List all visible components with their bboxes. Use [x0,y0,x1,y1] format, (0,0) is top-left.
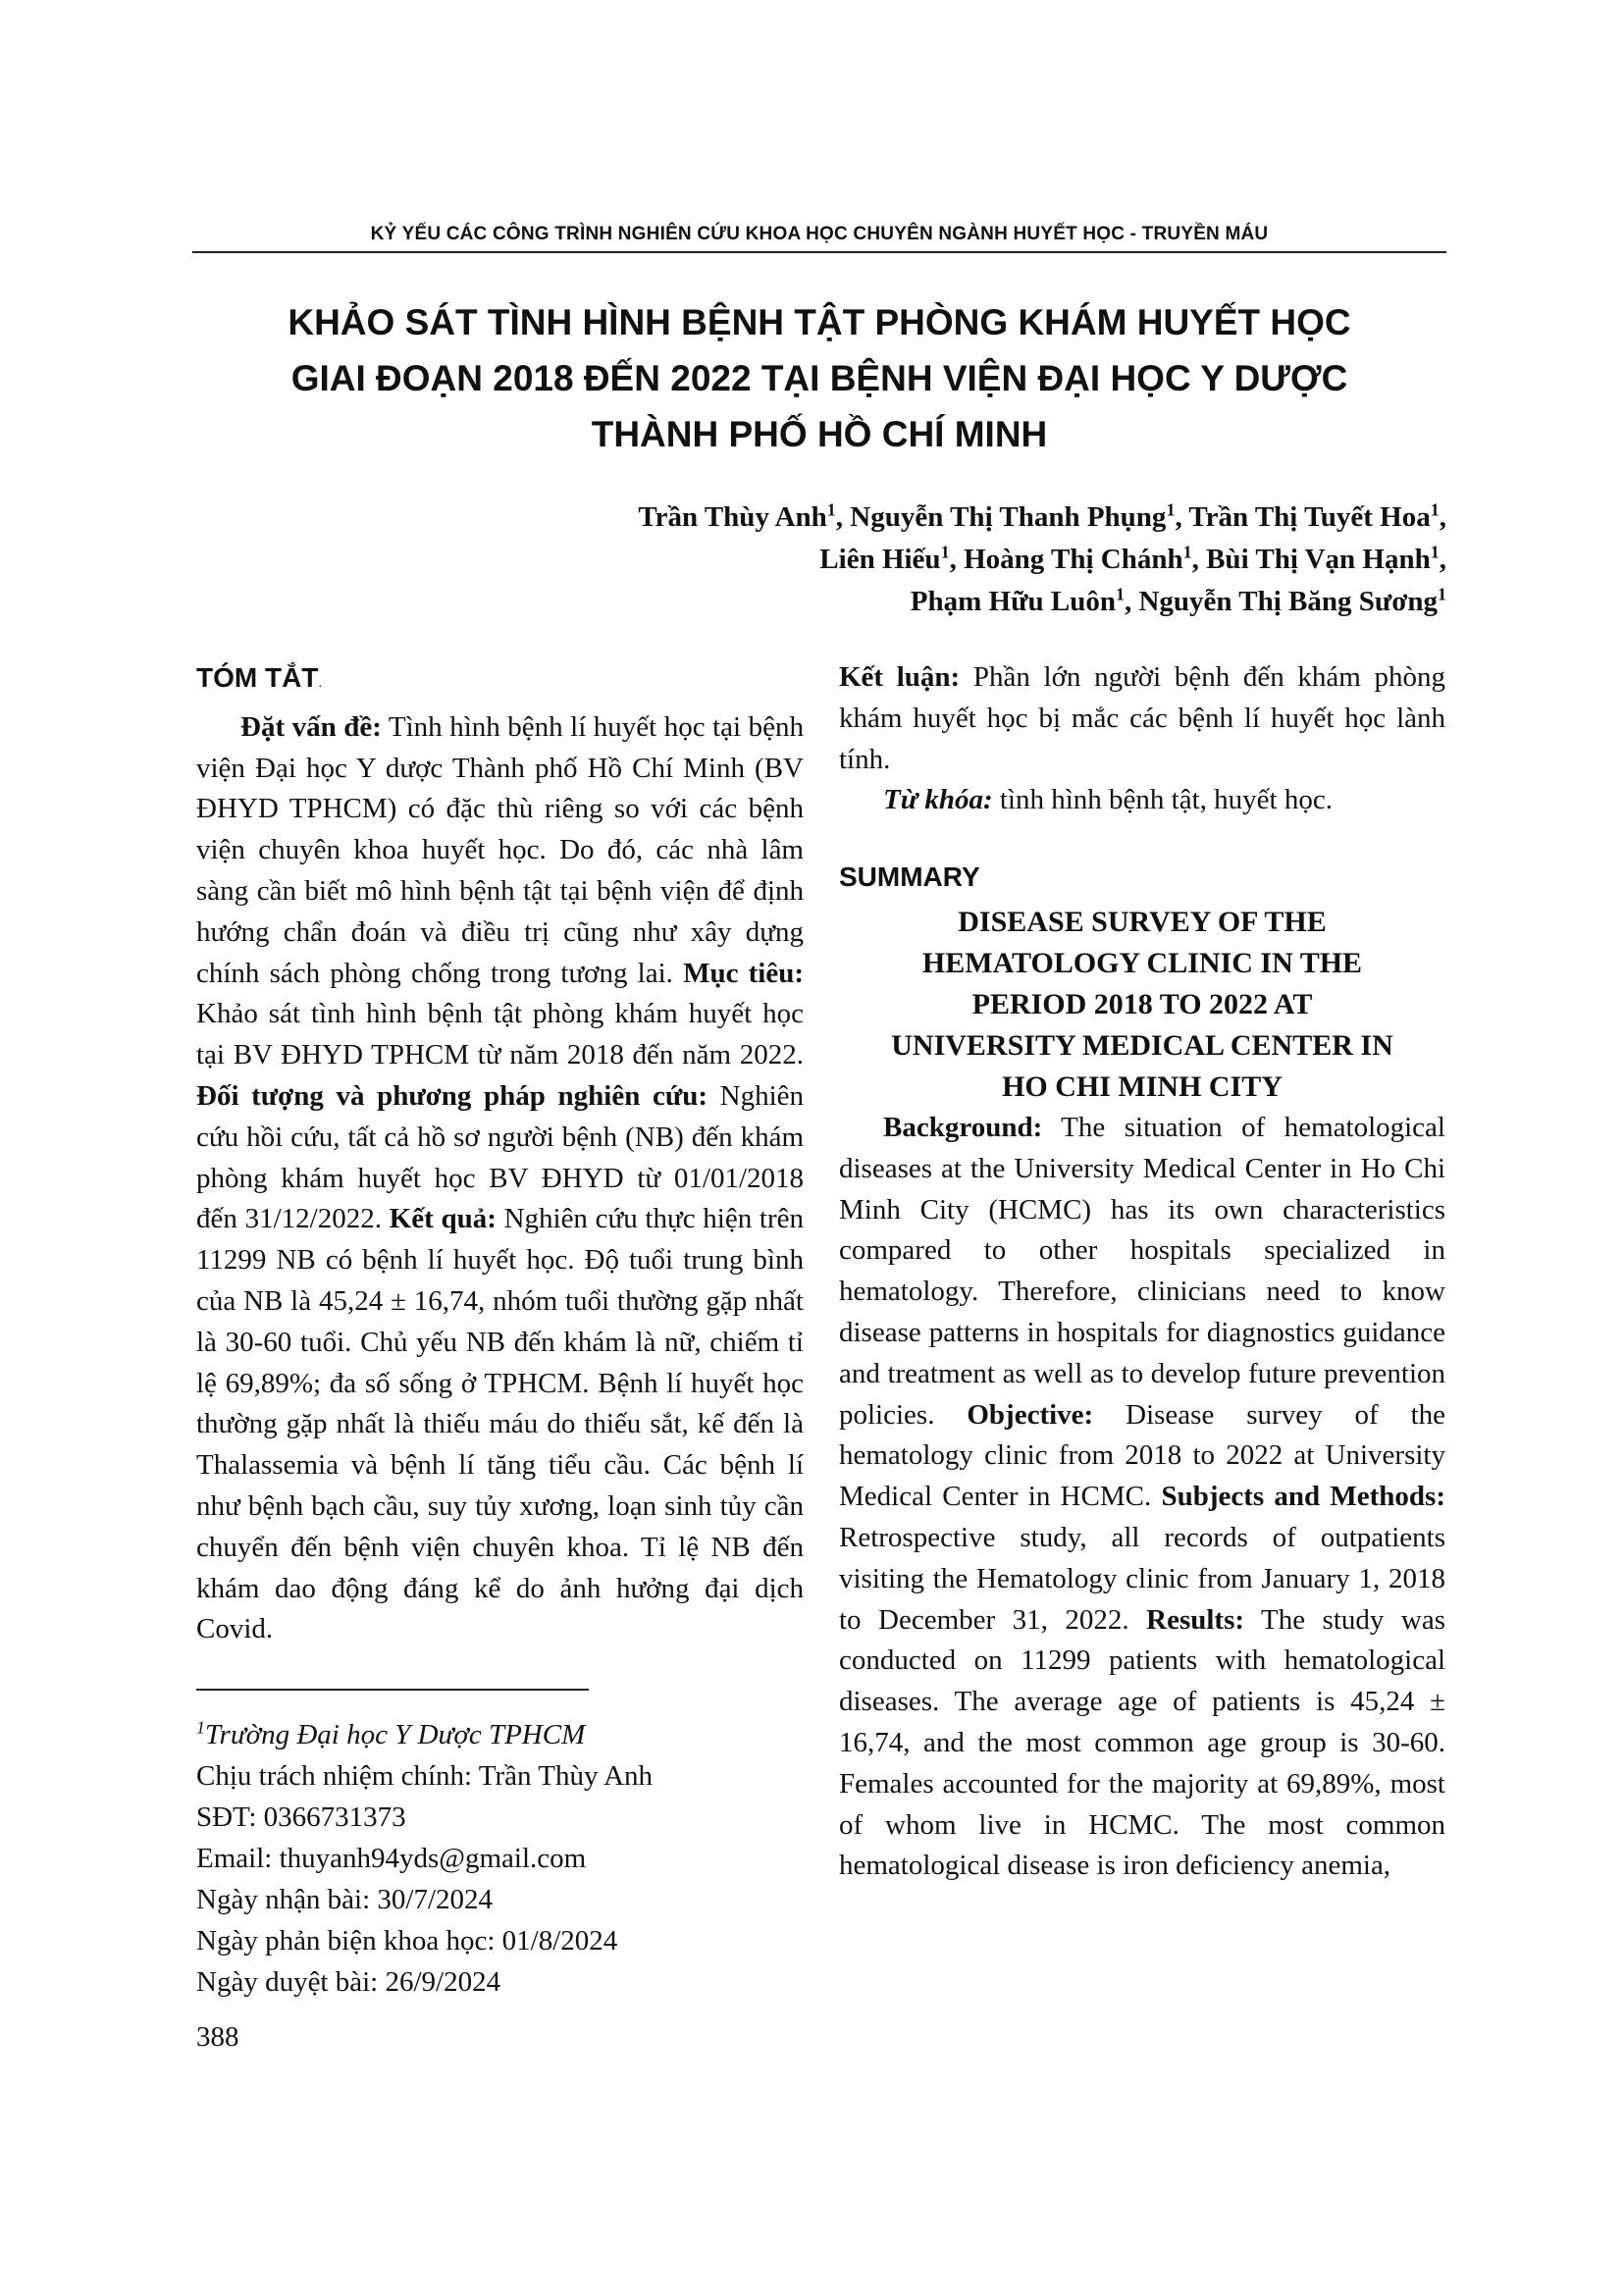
label-objective: Mục tiêu: [683,957,805,989]
footnote-rule [196,1689,589,1691]
author: Liên Hiếu [819,544,941,575]
english-title-line: UNIVERSITY MEDICAL CENTER IN [891,1028,1393,1062]
label-methods: Đối tượng và phương pháp nghiên cứu: [196,1079,708,1112]
affiliation-mark: 1 [1430,542,1440,562]
label-background-en: Background: [883,1111,1043,1143]
footnote-accepted: Ngày duyệt bài: 26/9/2024 [196,1966,501,1998]
label-keywords: Từ khóa: [883,784,993,816]
label-objective-en: Objective: [967,1398,1094,1431]
article-title [192,294,1446,462]
footnote-corresponding: Chịu trách nhiệm chính: Trần Thùy Anh [196,1760,654,1792]
english-title-line: HEMATOLOGY CLINIC IN THE [921,946,1363,979]
footnote-reviewed: Ngày phản biện khoa học: 01/8/2024 [196,1925,618,1957]
affiliation-mark: 1 [1438,584,1446,604]
label-results: Kết quả: [389,1203,497,1235]
author: Bùi Thị Vạn Hạnh [1206,544,1431,575]
author: Hoàng Thị Chánh [964,544,1183,575]
author: Phạm Hữu Luôn [910,586,1116,617]
title-line: THÀNH PHỐ HỒ CHÍ MINH [591,414,1048,454]
vi-abstract-continued: Kết luận: Phần lớn người bệnh đến khám phòng khám huyết học bị mắc các bệnh lí huyết học lành tính. [839,661,1445,775]
footnote-received: Ngày nhận bài: 30/7/2024 [196,1884,494,1915]
author-list [638,496,1446,623]
page-number: 388 [196,2021,239,2053]
affiliation-mark: 1 [826,499,836,520]
title-line: GIAI ĐOẠN 2018 ĐẾN 2022 TẠI BỆNH VIỆN ĐẠI HỌC Y DƯỢC [290,358,1348,398]
affiliation-mark: 1 [940,542,950,562]
affiliation-mark: 1 [1166,499,1176,520]
affiliation-mark: 1 [1430,499,1440,520]
label-results-en: Results: [1146,1603,1245,1636]
author: Nguyễn Thị Thanh Phụng [850,501,1167,533]
affiliation-mark: 1 [1115,584,1125,604]
english-title-line: PERIOD 2018 TO 2022 AT [971,987,1313,1020]
author-line: Phạm Hữu Luôn$^1$, Nguyễn Thị Băng Sương$^1$ [910,584,1446,617]
footnote [196,1714,653,2003]
author-line: Trần Thùy Anh$^1$, Nguyễn Thị Thanh Phụng$^1$, Trần Thị Tuyết Hoa$^1$, [638,499,1446,533]
vi-keywords: Từ khóa: tình hình bệnh tật, huyết học. [883,784,1333,816]
affiliation-mark: 1 [1182,542,1192,562]
english-title-line: DISEASE SURVEY OF THE [958,905,1327,938]
footnote-affiliation: $^1$Trường Đại học Y Dược TPHCM [196,1717,586,1750]
right-column [839,657,1445,1887]
running-header: KỶ YẾU CÁC CÔNG TRÌNH NGHIÊN CỨU KHOA HỌC CHUYÊN NGÀNH HUYẾT HỌC - TRUYỀN MÁU [370,224,1269,244]
en-abstract-body: Background: The situation of hematological diseases at the University Medical Center in Ho Chi Minh City (HCMC) has its own characteristics compared to other hospitals specialized in hematology. Therefore, clinicians need to know disease patterns in hospitals for diagnostics guidance and treatment as well as to develop future prevention policies. Objective: Disease survey of the hematology clinic from 2018 to 2022 at University Medical Center in HCMC. Subjects and Methods: Retrospective study, all records of outpatients visiting the Hematology clinic from January 1, 2018 to December 31, 2022. Results: The study was conducted on 11299 patients with hematological diseases. The average age of patients is 45,24 ± 16,74, and the most common age group is 30-60. Females accounted for the majority at 69,89%, most of whom live in HCMC. The most common hematological disease is iron deficiency anemia, [839,1111,1445,1882]
section-heading-summary: SUMMARY [839,861,980,893]
english-title [839,902,1445,1108]
title-line: KHẢO SÁT TÌNH HÌNH BỆNH TẬT PHÒNG KHÁM HUYẾT HỌC [288,302,1351,342]
section-heading-tomtat: TÓM TẮT. [196,662,323,693]
author: Trần Thị Tuyết Hoa [1188,501,1431,533]
author: Trần Thùy Anh [638,501,827,533]
label-methods-en: Subjects and Methods: [1161,1481,1445,1513]
label-conclusion: Kết luận: [839,661,961,693]
footnote-email: Email: thuyanh94yds@gmail.com [196,1843,587,1874]
left-column [196,657,804,1650]
author-line: Liên Hiếu$^1$, Hoàng Thị Chánh$^1$, Bùi Thị Vạn Hạnh$^1$, [819,542,1446,575]
footnote-phone: SĐT: 0366731373 [196,1801,406,1833]
english-title-line: HO CHI MINH CITY [1002,1070,1283,1103]
header-rule [192,251,1446,253]
label-background: Đặt vấn đề: [240,710,382,743]
vi-abstract-body: Đặt vấn đề: Tình hình bệnh lí huyết học tại bệnh viện Đại học Y dược Thành phố Hồ Chí Minh (BV ĐHYD TPHCM) có đặc thù riêng so với các bệnh viện chuyên khoa huyết học. Do đó, các nhà lâm sàng cần biết mô hình bệnh tật tại bệnh viện để định hướng chẩn đoán và điều trị cũng như xây dựng chính sách phòng chống trong tương lai. Mục tiêu: Khảo sát tình hình bệnh tật phòng khám huyết học tại BV ĐHYD TPHCM từ năm 2018 đến năm 2022. Đối tượng và phương pháp nghiên cứu: Nghiên cứu hồi cứu, tất cả hồ sơ người bệnh (NB) đến khám phòng khám huyết học BV ĐHYD từ 01/01/2018 đến 31/12/2022. Kết quả: Nghiên cứu thực hiện trên 11299 NB có bệnh lí huyết học. Độ tuổi trung bình của NB là 45,24 ± 16,74, nhóm tuổi thường gặp nhất là 30-60 tuổi. Chủ yếu NB đến khám là nữ, chiếm tỉ lệ 69,89%; đa số sống ở TPHCM. Bệnh lí huyết học thường gặp nhất là thiếu máu do thiếu sắt, kế đến là Thalassemia và bệnh lí tăng tiểu cầu. Các bệnh lí như bệnh bạch cầu, suy tủy xương, loạn sinh tủy cần chuyển đến bệnh viện chuyên khoa. Tỉ lệ NB đến khám dao động đáng kể do ảnh hưởng đại dịch Covid. [196,710,805,1645]
author: Nguyễn Thị Băng Sương [1138,586,1438,617]
